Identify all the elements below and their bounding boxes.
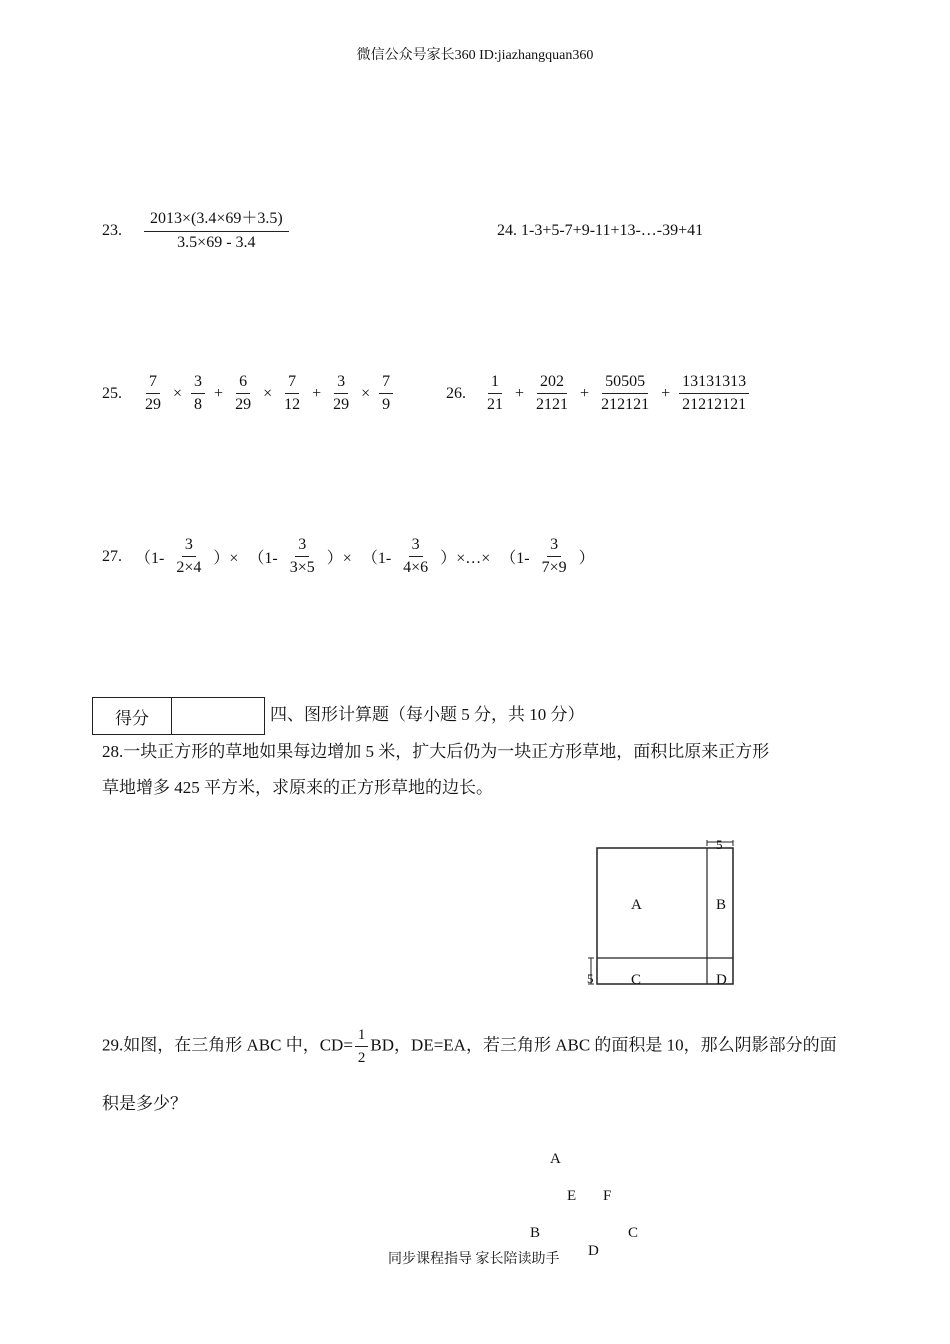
q23-denominator: 3.5×69 - 3.4 xyxy=(177,234,256,251)
q27-close-3: ）×…× xyxy=(440,550,491,567)
q23-expression xyxy=(142,210,291,252)
q25-fraction-5: $\frac{3}{29}$ xyxy=(333,373,350,413)
fig28-label-a: A xyxy=(631,897,642,913)
q26-op-1: + xyxy=(515,384,525,402)
q26-fraction-4: $\frac{13131313}{21212121}$ xyxy=(679,373,749,414)
fig28-label-c: C xyxy=(631,972,642,988)
q27-fraction-2: $\frac{3}{3\times 5}$ xyxy=(289,536,315,576)
q27-fraction-3: $\frac{3}{4\times 6}$ xyxy=(403,536,429,576)
q25-expression xyxy=(140,373,395,414)
q29-line-2: 积是多少？ xyxy=(102,1094,187,1113)
q27-open-3: （1- xyxy=(361,550,392,567)
q29-figure xyxy=(520,1145,660,1265)
q29-prefix: 29.如图，在三角形 ABC 中，CD= xyxy=(102,1035,353,1055)
page-footer: 同步课程指导 家长陪读助手 xyxy=(388,1252,560,1267)
q24-text: 24. 1-3+5-7+9-11+13-…-39+41 xyxy=(497,222,704,239)
score-label: 得分 xyxy=(93,698,172,735)
q27-expression xyxy=(132,536,598,577)
q23-fraction xyxy=(144,210,289,252)
q23-number: 23. xyxy=(102,222,122,239)
q28-line-1: 28.一块正方形的草地如果每边增加 5 米，扩大后仍为一块正方形草地，面积比原来正方形 xyxy=(102,742,770,761)
q25-op-5: × xyxy=(361,384,371,402)
q27-fraction-4: $\frac{3}{7\times 9}$ xyxy=(541,536,567,576)
q29-fraction: $\frac{1}{2}$ xyxy=(355,1026,369,1067)
q26-number: 26. xyxy=(446,385,466,402)
q26-fraction-1: $\frac{1}{21}$ xyxy=(487,373,503,413)
fig28-label-b: B xyxy=(716,897,727,913)
q27-close-2: ）× xyxy=(326,550,352,567)
q25-op-1: × xyxy=(173,384,183,402)
q27-open-2: （1- xyxy=(248,550,278,567)
section4-title: 四、图形计算题（每小题 5 分，共 10 分） xyxy=(270,705,585,724)
q25-fraction-3: $\frac{6}{29}$ xyxy=(235,373,252,413)
q25-op-4: + xyxy=(312,384,322,402)
fig28-label-left-5: 5 xyxy=(587,971,594,986)
q26-op-3: + xyxy=(661,384,671,402)
outer-square xyxy=(597,848,733,984)
q25-op-3: × xyxy=(263,384,273,402)
page-header: 微信公众号家长360 ID:jiazhangquan360 xyxy=(356,48,594,63)
fig29-label-d: D xyxy=(588,1243,599,1259)
q29-suffix: BD，DE=EA，若三角形 ABC 的面积是 10，那么阴影部分的面 xyxy=(370,1035,837,1055)
q25-fraction-6: $\frac{7}{9}$ xyxy=(379,373,393,414)
score-table xyxy=(92,697,265,735)
square-diagram xyxy=(586,838,738,990)
fig29-label-f: F xyxy=(603,1188,612,1204)
q25-fraction-1: $\frac{7}{29}$ xyxy=(145,373,161,413)
fig29-label-e: E xyxy=(567,1188,577,1204)
q26-fraction-2: $\frac{202}{2121}$ xyxy=(536,373,569,413)
fig29-label-a: A xyxy=(550,1151,561,1167)
q25-number: 25. xyxy=(102,385,122,402)
q26-op-2: + xyxy=(580,384,590,402)
score-field[interactable] xyxy=(172,698,265,735)
q27-number: 27. xyxy=(102,548,122,565)
q25-fraction-4: $\frac{7}{12}$ xyxy=(284,373,301,413)
fig28-label-d: D xyxy=(716,972,727,988)
q27-fraction-1: $\frac{3}{2\times 4}$ xyxy=(176,536,202,576)
q27-open-1: （1- xyxy=(135,550,165,567)
q26-fraction-3: $\frac{50505}{212121}$ xyxy=(601,373,650,413)
q27-close-4: ） xyxy=(578,550,595,567)
q27-close-1: ）× xyxy=(213,550,239,567)
q25-fraction-2: $\frac{3}{8}$ xyxy=(191,373,205,414)
q29-line-1 xyxy=(102,1026,837,1067)
fig29-label-c: C xyxy=(628,1225,639,1241)
fig28-label-top-5: 5 xyxy=(716,837,723,852)
q23-numerator: 2013×(3.4×69＋3.5) xyxy=(144,210,289,232)
q28-figure xyxy=(586,838,738,990)
fig29-label-b: B xyxy=(530,1225,541,1241)
q25-op-2: + xyxy=(214,384,224,402)
q27-open-4: （1- xyxy=(500,550,530,567)
q28-line-2: 草地增多 425 平方米，求原来的正方形草地的边长。 xyxy=(102,778,493,797)
q26-expression xyxy=(482,373,751,414)
